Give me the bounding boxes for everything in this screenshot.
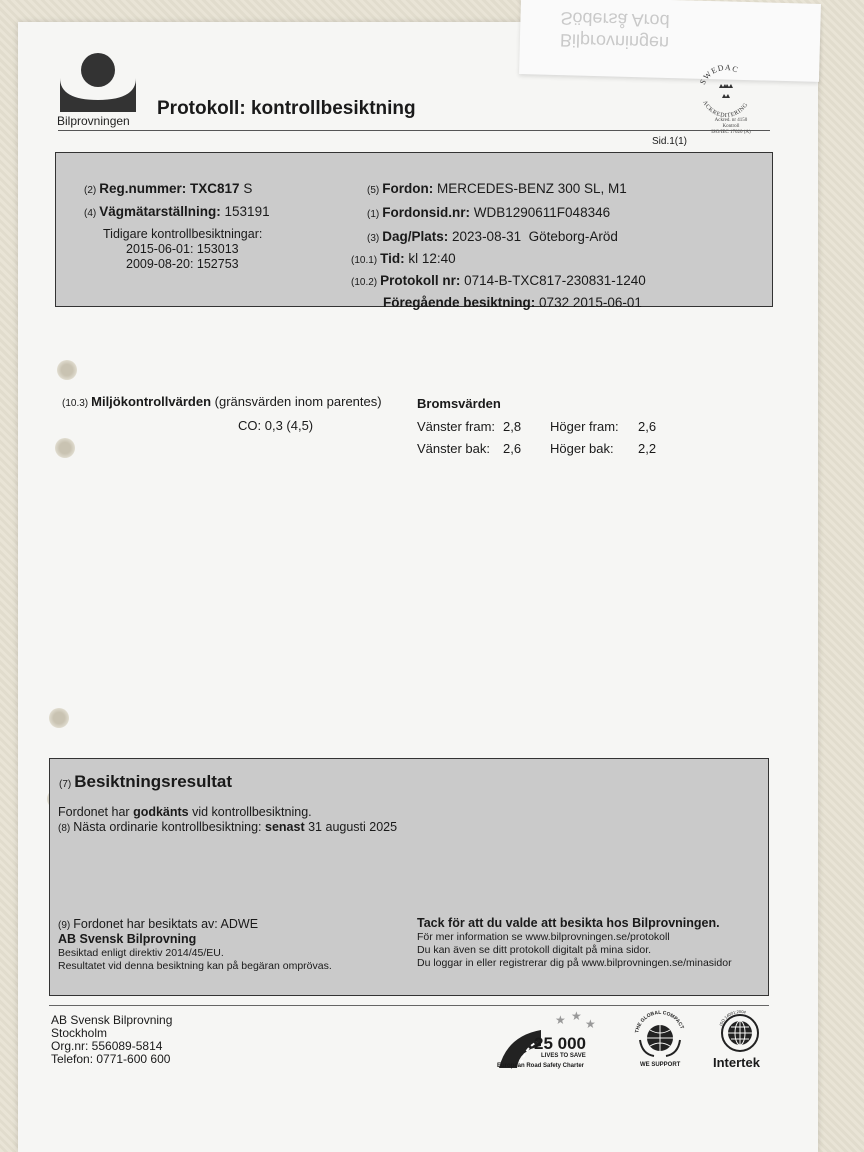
next-bold: senast xyxy=(265,820,305,834)
date-place-code: (3) xyxy=(367,233,380,244)
svg-text:★: ★ xyxy=(585,1017,596,1031)
punch-hole xyxy=(55,438,75,458)
road-safety-charter-badge xyxy=(497,1010,607,1076)
odometer-code: (4) xyxy=(84,208,97,219)
vehicle-row xyxy=(367,181,627,196)
environment-heading xyxy=(62,394,382,409)
corner-note xyxy=(519,0,821,82)
brake-rear-left-value: 2,6 xyxy=(503,441,522,456)
date-place-row xyxy=(367,229,618,244)
time-code: (10.1) xyxy=(351,255,378,266)
info-line-3: Du loggar in eller registrerar dig på www.bilprovningen.se/minasidor xyxy=(417,957,732,969)
footer-phone: Telefon: 0771-600 600 xyxy=(51,1052,171,1066)
svg-text:ACKREDITERING xyxy=(701,100,750,119)
svg-text:SWEDAC xyxy=(698,63,740,86)
brake-rear-left-label: Vänster bak: xyxy=(417,441,490,456)
time-value: kl 12:40 xyxy=(408,251,456,266)
reg-value: TXC817 xyxy=(190,181,240,196)
swedac-details: Ackred. nr 4150 Kontroll ISO/IEC 17020 (A) xyxy=(711,118,751,135)
page-title: Protokoll: kontrollbesiktning xyxy=(157,98,416,119)
brake-front-right-label: Höger fram: xyxy=(550,419,619,434)
header-divider xyxy=(58,130,770,131)
corner-note-text: Bilprovningen Söderså Arod xyxy=(559,8,670,53)
protocol-row xyxy=(351,273,646,288)
swedac-ring: ACKREDITERING xyxy=(701,99,750,120)
previous-inspections-label: Tidigare kontrollbesiktningar: xyxy=(103,227,263,241)
result-code: (7) xyxy=(59,779,72,790)
environment-note: (gränsvärden inom parentes) xyxy=(214,394,382,409)
page-number: Sid.1(1) xyxy=(652,136,688,147)
odometer-value: 153191 xyxy=(224,204,270,219)
result-line1-post: vid kontrollbesiktning. xyxy=(192,805,312,819)
svg-text:★: ★ xyxy=(555,1013,566,1027)
vin-label: Fordonsid.nr: xyxy=(382,205,470,220)
brake-front-left-label: Vänster fram: xyxy=(417,419,496,434)
vehicle-value: MERCEDES-BENZ 300 SL, M1 xyxy=(436,181,627,196)
reg-code: (2) xyxy=(84,185,97,196)
previous-inspection-entry: 2009-08-20: 152753 xyxy=(126,257,239,271)
global-compact-badge xyxy=(630,1010,690,1076)
previous-inspection-label: Föregående besiktning: xyxy=(383,295,536,310)
reg-suffix: S xyxy=(243,181,253,196)
brake-front-right-value: 2,6 xyxy=(638,419,657,434)
brake-rear-right-label: Höger bak: xyxy=(550,441,614,456)
inspector-code: (9) xyxy=(58,920,71,931)
vehicle-code: (5) xyxy=(367,185,380,196)
brake-rear-right-value: 2,2 xyxy=(638,441,657,456)
previous-inspection-entry: 2015-06-01: 153013 xyxy=(126,242,239,256)
vin-code: (1) xyxy=(367,209,380,220)
charter-sub: LIVES TO SAVE xyxy=(541,1053,586,1059)
info-line-1: För mer information se www.bilprovningen.se/protokoll xyxy=(417,931,670,943)
odometer-label: Vägmätarställning: xyxy=(99,204,221,219)
svg-text:★: ★ xyxy=(571,1010,582,1023)
inspector-line xyxy=(58,917,258,931)
protocol-value: 0714-B-TXC817-230831-1240 xyxy=(464,273,646,288)
environment-label: Miljökontrollvärden xyxy=(91,394,212,409)
footer-org: Org.nr: 556089-5814 xyxy=(51,1039,163,1053)
next-code: (8) xyxy=(58,823,71,834)
compact-bottom: WE SUPPORT xyxy=(640,1062,681,1068)
inspector: Fordonet har besiktats av: ADWE xyxy=(73,917,259,931)
info-line-2: Du kan även se ditt protokoll digitalt på mina sidor. xyxy=(417,944,652,956)
date-place-label: Dag/Plats: xyxy=(382,229,449,244)
directive-text: Besiktad enligt direktiv 2014/45/EU. xyxy=(58,947,224,959)
charter-name: European Road Safety Charter xyxy=(497,1063,585,1069)
result-title: Besiktningsresultat xyxy=(74,772,232,791)
vin-value: WDB1290611F048346 xyxy=(473,205,611,220)
next-post: 31 augusti 2025 xyxy=(308,820,398,834)
intertek-badge xyxy=(712,1008,768,1074)
result-heading xyxy=(59,772,232,792)
time-label: Tid: xyxy=(380,251,405,266)
environment-code: (10.3) xyxy=(62,398,89,409)
intertek-ring: ISO 14001:2004 xyxy=(718,1008,747,1027)
charter-count: 25 000 xyxy=(534,1034,586,1053)
time-row xyxy=(351,251,456,266)
thanks-text: Tack för att du valde att besikta hos Bilprovningen. xyxy=(417,916,720,930)
footer-divider xyxy=(49,1005,769,1006)
footer-company: AB Svensk Bilprovning xyxy=(51,1013,173,1027)
vin-row xyxy=(367,205,610,220)
global-compact-icon xyxy=(632,1010,688,1060)
result-line1-pre: Fordonet har xyxy=(58,805,130,819)
reg-number-row xyxy=(84,181,252,196)
next-pre: Nästa ordinarie kontrollbesiktning: xyxy=(73,820,262,834)
protocol-label: Protokoll nr: xyxy=(380,273,461,288)
swedac-name: SWEDAC xyxy=(697,62,741,86)
inspecting-company: AB Svensk Bilprovning xyxy=(58,932,197,946)
compact-top: THE GLOBAL COMPACT xyxy=(634,1010,685,1034)
date-place-value: 2023-08-31 Göteborg-Aröd xyxy=(452,229,618,244)
intertek-name: Intertek xyxy=(713,1055,760,1070)
appeal-text: Resultatet vid denna besiktning kan på begäran omprövas. xyxy=(58,960,332,972)
co-value: CO: 0,3 (4,5) xyxy=(238,418,314,433)
result-approved-line xyxy=(58,805,312,819)
swedac-seal-icon xyxy=(695,62,757,124)
footer-address xyxy=(51,1014,172,1066)
protocol-code: (10.2) xyxy=(351,277,378,288)
vehicle-label: Fordon: xyxy=(382,181,434,196)
previous-inspection-value: 0732 2015-06-01 xyxy=(539,295,642,310)
punch-hole xyxy=(57,360,77,380)
footer-city: Stockholm xyxy=(51,1026,108,1040)
odometer-row xyxy=(84,204,270,219)
intertek-globe-icon xyxy=(715,1008,765,1054)
brakes-title: Bromsvärden xyxy=(417,396,501,411)
logo-text: Bilprovningen xyxy=(57,114,130,128)
result-line1-bold: godkänts xyxy=(133,805,189,819)
punch-hole xyxy=(49,708,69,728)
next-inspection-line xyxy=(58,820,397,834)
brake-front-left-value: 2,8 xyxy=(503,419,522,434)
previous-inspection-row xyxy=(383,295,642,310)
reg-label: Reg.nummer: xyxy=(99,181,187,196)
